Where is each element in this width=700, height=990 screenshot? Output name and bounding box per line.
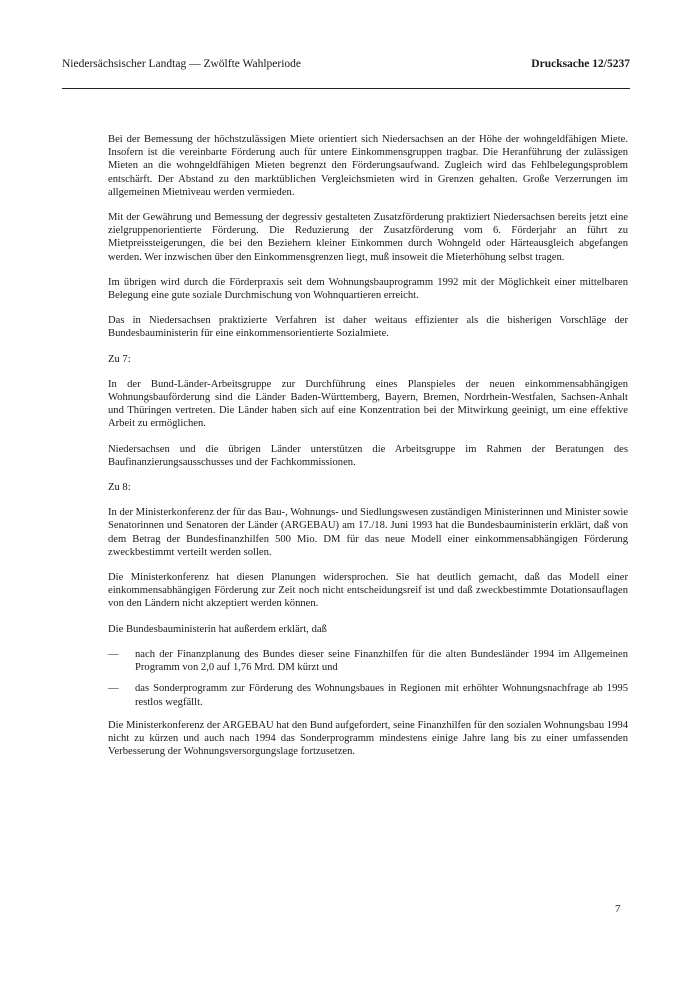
list-dash: — [108, 683, 119, 695]
paragraph: Im übrigen wird durch die Förderpraxis seit dem Wohnungsbauprogramm 1992 mit der Möglichkeit einer mittelbaren Belegung eine gute soziale Durchmischung von Wohnquartieren erreicht. [108, 276, 628, 302]
paragraph: Die Ministerkonferenz hat diesen Planungen widersprochen. Sie hat deutlich gemacht, daß das Modell einer einkommensabhängigen Förderung zur Zeit noch nicht entscheidungsreif ist und daß zweckbestimmte Dotationsauflagen von den Ländern nicht akzeptiert werden können. [108, 572, 628, 610]
paragraph: Niedersachsen und die übrigen Länder unterstützen die Arbeitsgruppe im Rahmen der Beratungen des Baufinanzierungsausschusses und der Fachkommissionen. [108, 443, 628, 468]
list-item-text: das Sonderprogramm zur Förderung des Wohnungsbaues in Regionen mit erhöhter Wohnungsnachfrage ab 1995 restlos wegfällt. [135, 683, 628, 708]
dash-list [108, 648, 628, 709]
page-header [62, 58, 630, 78]
paragraph: Die Bundesbauministerin hat außerdem erklärt, daß [108, 623, 327, 635]
paragraph: Die Ministerkonferenz der ARGEBAU hat den Bund aufgefordert, seine Finanzhilfen für den sozialen Wohnungsbau 1994 nicht zu kürzen und auch nach 1994 das Sonderprogramm mindestens einige Jahre lang bis zu einer umfassenden Verbesserung der Wohnungsversorgungslage fortzusetzen. [108, 719, 628, 758]
document-number: Drucksache 12/5237 [531, 58, 630, 70]
paragraph: Bei der Bemessung der höchstzulässigen Miete orientiert sich Niedersachsen an der Höhe der wohngeldfähigen Miete. Insofern ist die vereinbarte Förderung auch für untere Einkommensgruppen tragbar. Die Heranführung der zulässigen Mieten an die wohngeldfähigen Mieten begrenzt den Förderungsaufwand. Zugleich wird das Fehlbelegungsproblem entschärft. Der Abstand zu den marktüblichen Vergleichsmieten wird in Grenzen gehalten. Große Verzerrungen im allgemeinen Mietniveau werden vermieden. [108, 134, 628, 198]
page-number: 7 [615, 903, 621, 915]
list-dash: — [108, 648, 119, 660]
paragraph: In der Bund-Länder-Arbeitsgruppe zur Durchführung eines Planspieles der neuen einkommensabhängigen Wohnungsbauförderung sind die Länder Baden-Württemberg, Bayern, Bremen, Nordrhein-Westfalen, Sachsen-Anhalt und Thüringen vertreten. Die Länder haben sich auf eine Konzentration bei der Mitwirkung geeinigt, um eine effektive Arbeit zu ermöglichen. [108, 378, 628, 430]
header-title: Niedersächsischer Landtag — Zwölfte Wahlperiode [62, 58, 301, 70]
section-heading: Zu 8: [108, 482, 131, 494]
list-item-text: nach der Finanzplanung des Bundes dieser seine Finanzhilfen für die alten Bundesländer 1994 im Allgemeinen Programm von 2,0 auf 1,76 Mrd. DM kürzt und [135, 648, 628, 674]
body-text [108, 133, 628, 770]
header-rule [62, 88, 630, 89]
paragraph: Mit der Gewährung und Bemessung der degressiv gestalteten Zusatzförderung praktiziert Niedersachsen bereits jetzt eine zielgruppenorientierte Förderung. Die Reduzierung der Zusatzförderung vom 6. Förderjahr an führt zu Mietpreissteigerungen, die bei den Beziehern kleiner Einkommen durch Wohngeld oder Härteausgleich abgefangen werden. Wer inzwischen über den Einkommensgrenzen liegt, muß insoweit die Mieterhöhung selbst tragen. [108, 212, 628, 263]
list-item [108, 682, 628, 708]
paragraph: In der Ministerkonferenz der für das Bau-, Wohnungs- und Siedlungswesen zuständigen Ministerinnen und Minister sowie Senatorinnen und Senatoren der Länder (ARGEBAU) am 17./18. Juni 1993 hat die Bundesbauministerin erklärt, daß von dem Betrag der Bundesfinanzhilfen 500 Mio. DM für das neue Modell einer einkommensabhängigen Förderung zweckbestimmt verteilt werden sollen. [108, 507, 629, 558]
section-heading: Zu 7: [108, 353, 131, 365]
paragraph: Das in Niedersachsen praktizierte Verfahren ist daher weitaus effizienter als die bisherigen Vorschläge der Bundesbauministerin für eine einkommensorientierte Sozialmiete. [108, 315, 628, 340]
list-item [108, 648, 628, 674]
